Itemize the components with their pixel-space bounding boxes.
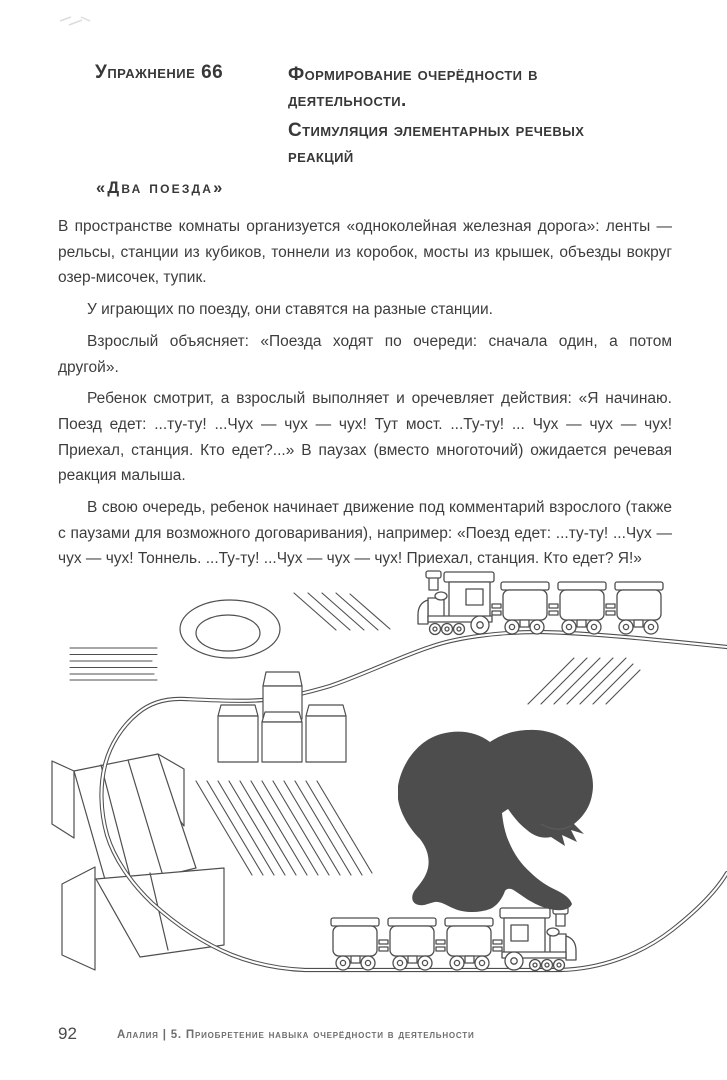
paragraph-1: В пространстве комнаты организуется «одноколейная железная дорога»: ленты — рельсы, станции из кубиков, тоннели из коробок, мосты из крышек, объезды вокруг озер-мисочек, тупик. (58, 218, 672, 287)
hatch-top-middle (294, 593, 390, 630)
railway-illustration (0, 560, 727, 1010)
toy-train-bottom (331, 907, 576, 971)
child-silhouette (398, 730, 593, 912)
paragraph-5: В свою очередь, ребенок начинает движение под комментарий взрослого (также с паузами для возможного договаривания), например: «Поезд едет: ...ту-ту! ...Чух — чух — чух! Тоннель. ...Ту-ту! ...Чух — чух — чух! Приехал, станция. Кто едет? Я!» (58, 499, 672, 568)
exercise-number-label: Упражнение 66 (95, 62, 224, 83)
hatch-right (528, 658, 640, 704)
body-text (58, 214, 672, 578)
toy-train-top (418, 571, 663, 635)
hatch-center-dense (196, 781, 372, 875)
page-number: 92 (58, 1024, 77, 1043)
paragraph-4: Ребенок смотрит, а взрослый выполняет и оречевляет действия: «Я начинаю. Поезд едет: ...ту-ту! ...Чух — чух — чух! Тут мост. ...Ту-ту! ... Чух — чух — чух! Приехал, станция. Кто едет?...» В паузах (вместо многоточий) ожидается речевая реакция малыша. (58, 390, 672, 485)
exercise-subtitle: Стимуляция элементарных речевых реакций (288, 120, 585, 167)
running-footer: Алалия | 5. Приобретение навыка очерёдности в деятельности (117, 1029, 475, 1041)
paragraph-3: Взрослый объясняет: «Поезда ходят по очереди: сначала один, а потом другой». (58, 332, 672, 376)
exercise-title: Формирование очерёдности в деятельности. (288, 64, 538, 111)
exercise-title-block (288, 62, 623, 170)
paragraph-2: У играющих по поезду, они ставятся на разные станции. (87, 301, 493, 319)
plate-lake-oval (180, 600, 280, 658)
scan-smudge (0, 0, 120, 40)
game-title: «Два поезда» (96, 179, 225, 197)
hatch-left-horizontal (70, 648, 157, 680)
